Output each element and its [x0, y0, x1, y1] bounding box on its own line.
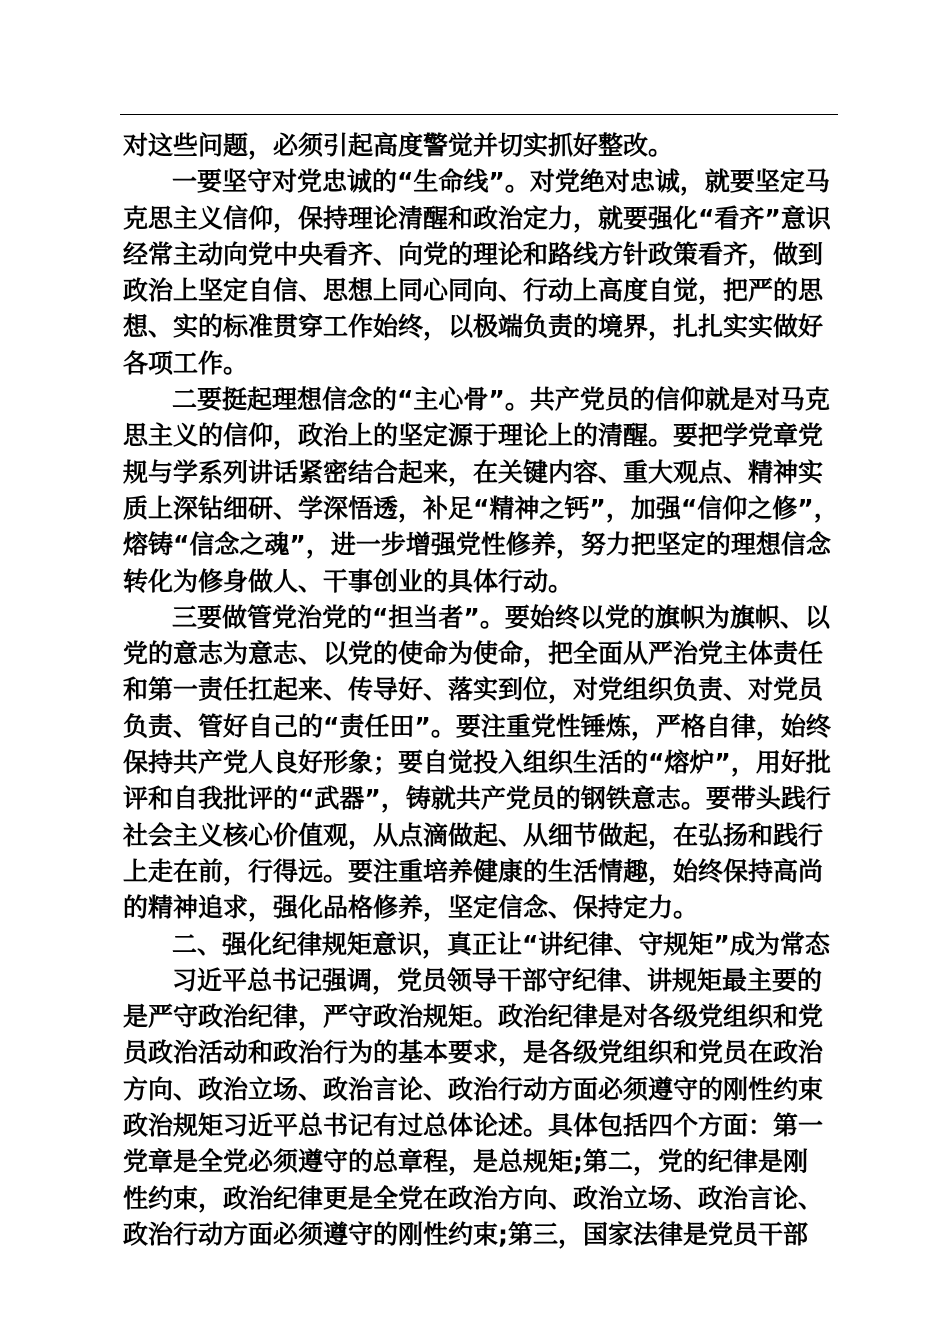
text-line: 二要挺起理想信念的“主心骨”。共产党员的信仰就是对马克 — [172, 385, 830, 415]
text-line: 克思主义信仰，保持理论清醒和政治定力，就要强化“看齐”意识 — [123, 203, 831, 233]
body-text — [123, 128, 841, 1253]
text-line: 党章是全党必须遵守的总章程，是总规矩;第二，党的纪律是刚 — [123, 1147, 808, 1177]
text-line: 熔铸“信念之魂”，进一步增强党性修养，努力把坚定的理想信念 — [123, 530, 831, 560]
text-line: 思主义的信仰，政治上的坚定源于理论上的清醒。要把学党章党 — [123, 421, 824, 451]
text-line: 员政治活动和政治行为的基本要求，是各级党组织和党员在政治 — [123, 1038, 824, 1068]
text-line: 方向、政治立场、政治言论、政治行动方面必须遵守的刚性约束 — [123, 1074, 824, 1104]
text-line: 上走在前，行得远。要注重培养健康的生活情趣，始终保持高尚 — [123, 856, 824, 886]
text-line: 评和自我批评的“武器”，铸就共产党员的钢铁意志。要带头践行 — [123, 784, 831, 814]
text-line: 政治行动方面必须遵守的刚性约束;第三，国家法律是党员干部 — [123, 1219, 808, 1249]
text-line: 转化为修身做人、干事创业的具体行动。 — [123, 566, 574, 596]
text-line: 二、强化纪律规矩意识，真正让“讲纪律、守规矩”成为常态 — [172, 929, 830, 959]
text-line: 保持共产党人良好形象；要自觉投入组织生活的“熔炉”，用好批 — [123, 748, 831, 778]
text-line: 经常主动向党中央看齐、向党的理论和路线方针政策看齐，做到 — [123, 239, 824, 269]
text-line: 对这些问题，必须引起高度警觉并切实抓好整改。 — [123, 131, 674, 160]
text-line: 政治上坚定自信、思想上同心同向、行动上高度自觉，把严的思 — [123, 276, 824, 306]
text-line: 的精神追求，强化品格修养，坚定信念、保持定力。 — [123, 893, 699, 923]
text-line: 质上深钻细研、学深悟透，补足“精神之钙”，加强“信仰之修”， — [123, 493, 839, 523]
text-line: 习近平总书记强调，党员领导干部守纪律、讲规矩最主要的 — [172, 965, 823, 995]
text-line: 负责、管好自己的“责任田”。要注重党性锤炼，严格自律，始终 — [123, 711, 831, 741]
text-line: 政治规矩习近平总书记有过总体论述。具体包括四个方面：第一 — [123, 1111, 824, 1141]
text-line: 社会主义核心价值观，从点滴做起、从细节做起，在弘扬和践行 — [123, 820, 824, 850]
text-line: 是严守政治纪律，严守政治规矩。政治纪律是对各级党组织和党 — [123, 1002, 824, 1032]
text-line: 各项工作。 — [123, 348, 249, 378]
text-line: 一要坚守对党忠诚的“生命线”。对党绝对忠诚，就要坚定马 — [172, 167, 830, 197]
header-rule — [120, 114, 838, 115]
text-line: 和第一责任扛起来、传导好、落实到位，对党组织负责、对党员 — [123, 675, 824, 705]
text-line: 三要做管党治党的“担当者”。要始终以党的旗帜为旗帜、以 — [172, 602, 830, 632]
text-line: 规与学系列讲话紧密结合起来，在关键内容、重大观点、精神实 — [123, 457, 824, 487]
text-line: 性约束，政治纪律更是全党在政治方向、政治立场、政治言论、 — [123, 1183, 824, 1213]
text-line: 想、实的标准贯穿工作始终，以极端负责的境界，扎扎实实做好 — [123, 312, 824, 342]
text-line: 党的意志为意志、以党的使命为使命，把全面从严治党主体责任 — [123, 639, 824, 669]
